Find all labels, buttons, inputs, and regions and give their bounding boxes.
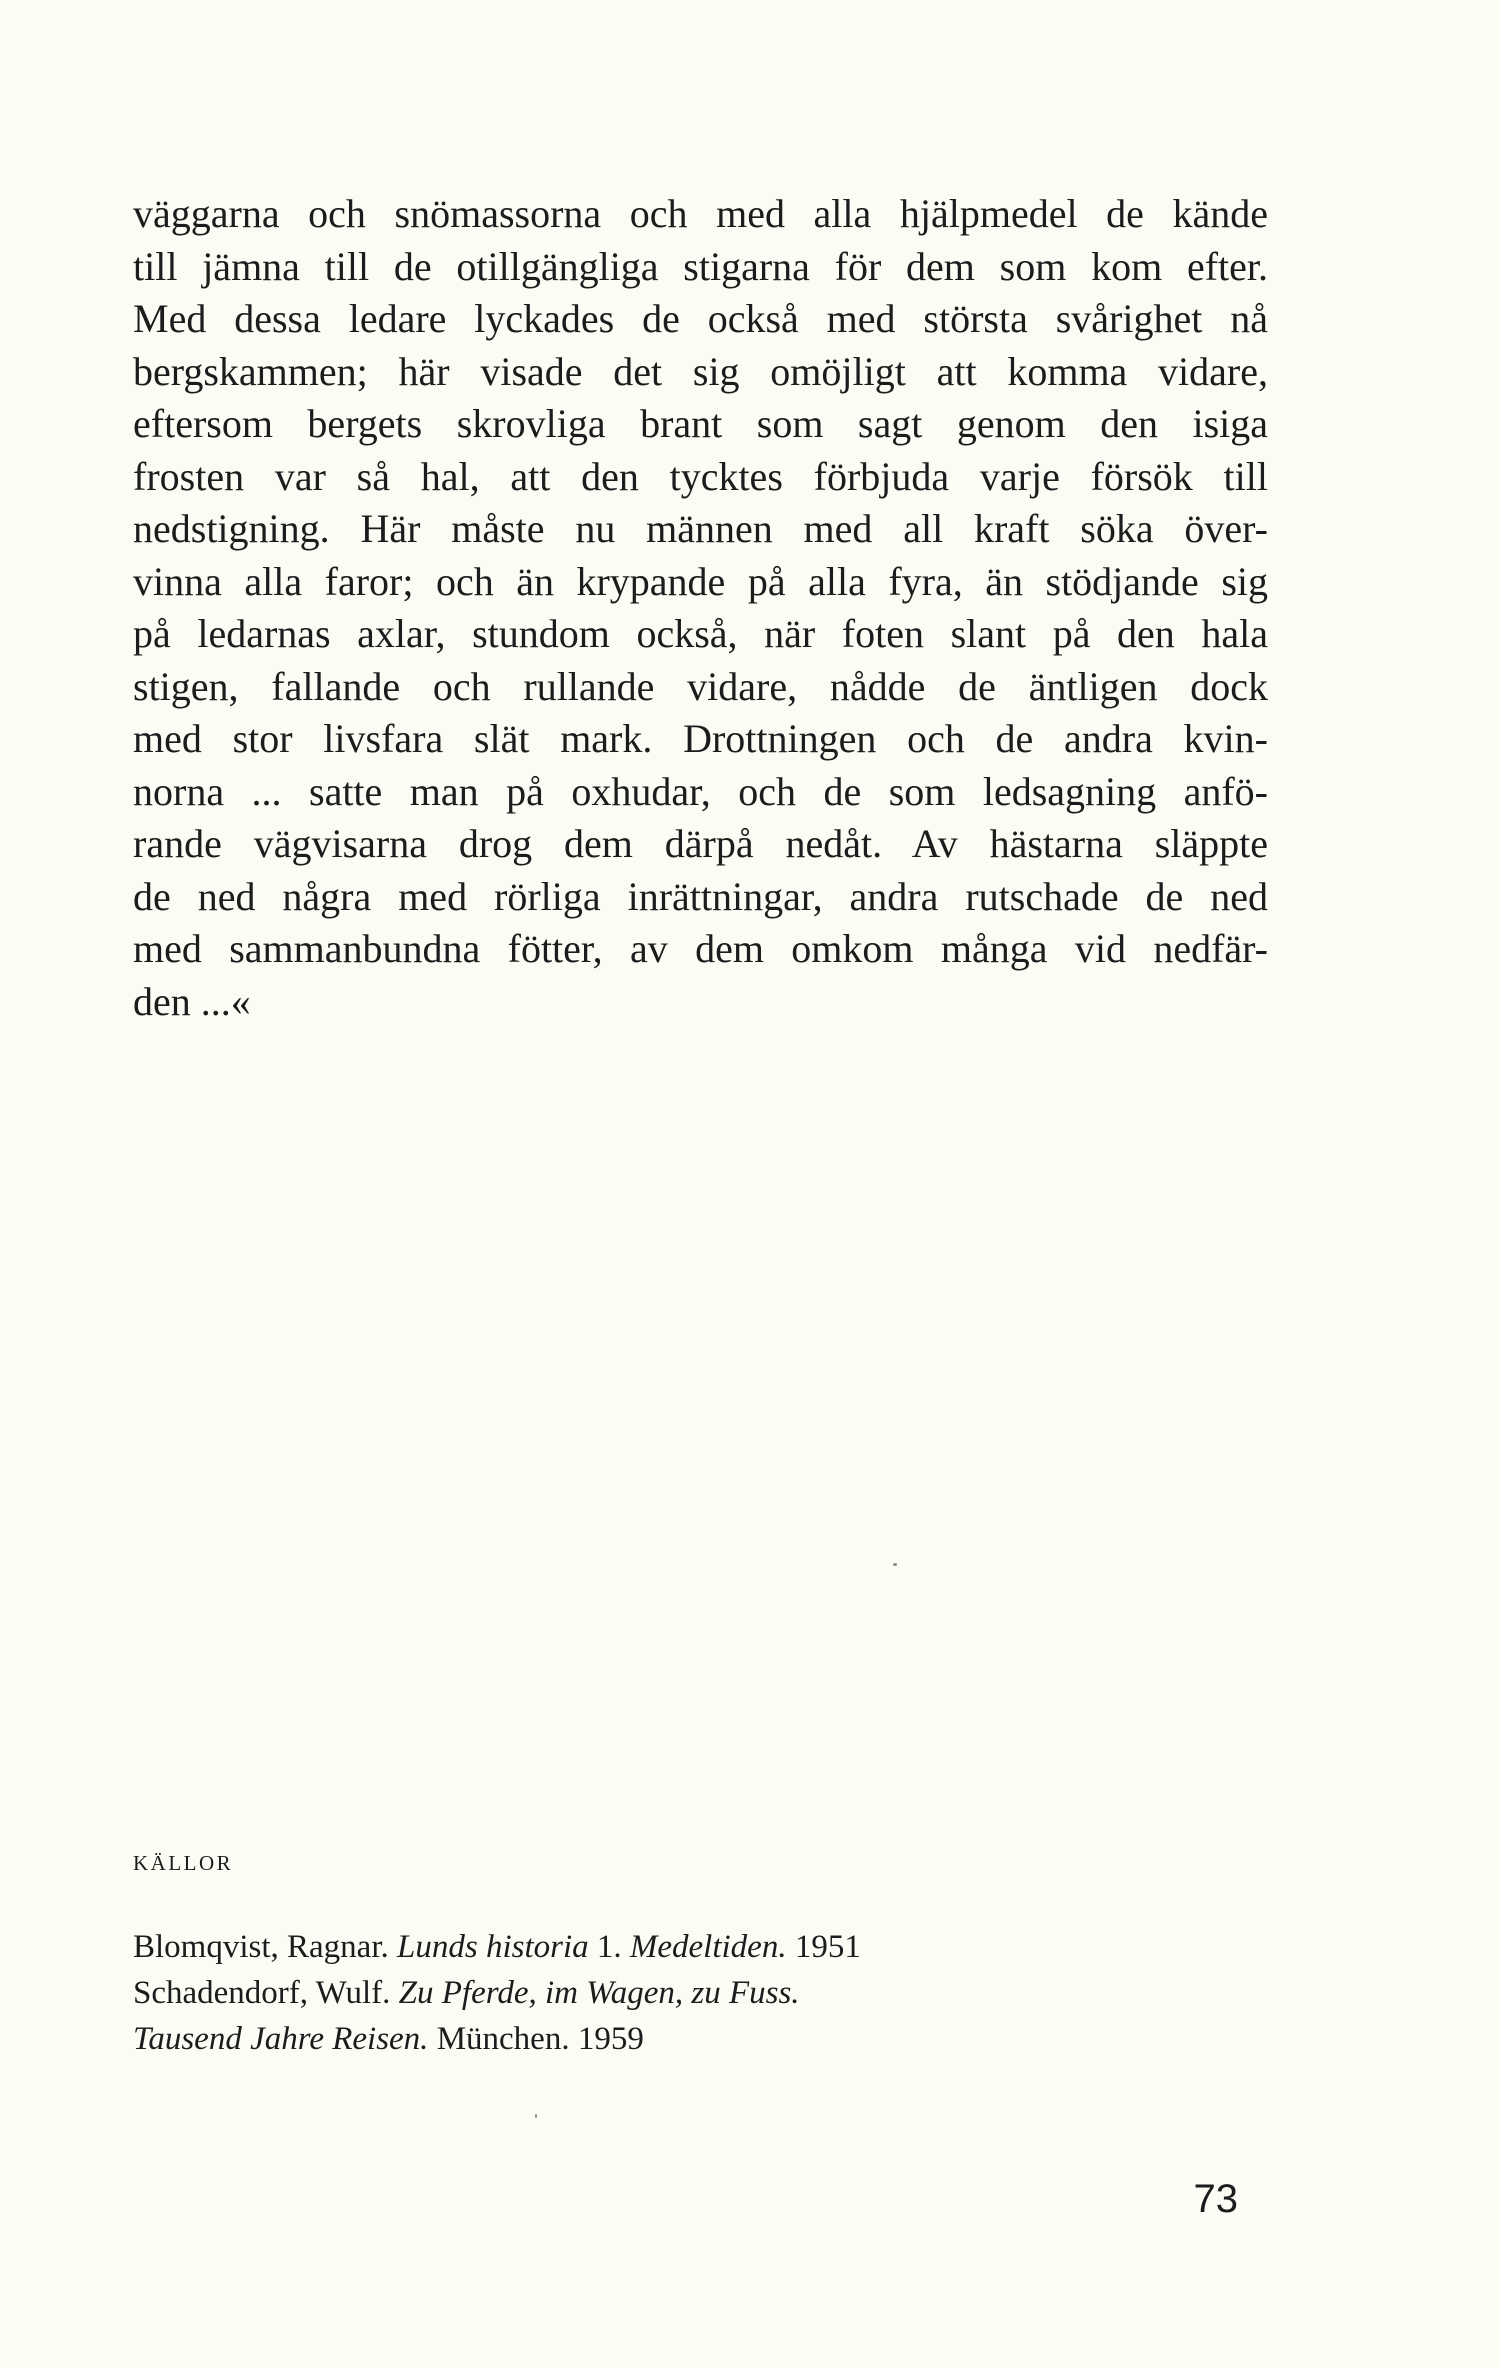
source-text-run: Blomqvist, Ragnar. (133, 1929, 397, 1965)
source-title-run: Zu Pferde, im Wagen, zu Fuss. (398, 1975, 800, 2011)
source-entry (133, 1970, 861, 2062)
body-line: väggarna och snömassorna och med alla hjälpmedel de kände (133, 191, 1268, 236)
body-line: på ledarnas axlar, stundom också, när foten slant på den hala (133, 611, 1268, 656)
source-text-run: 1. (588, 1929, 630, 1965)
body-text (133, 188, 1268, 1028)
source-text-run: München. 1959 (428, 2021, 644, 2057)
sources-list (133, 1924, 861, 2062)
source-line (133, 2016, 861, 2062)
body-line: eftersom bergets skrovliga brant som sagt genom den isiga (133, 401, 1268, 446)
body-line: till jämna till de otillgängliga stigarna för dem som kom efter. (133, 243, 1268, 289)
source-title-run: Medeltiden. (629, 1929, 787, 1965)
body-line: Med dessa ledare lyckades de också med största svårighet nå (133, 296, 1268, 341)
body-line: stigen, fallande och rullande vidare, nådde de äntligen dock (133, 663, 1268, 709)
source-title-run: Tausend Jahre Reisen. (133, 2021, 429, 2057)
source-text-run: Schadendorf, Wulf. (133, 1975, 399, 2011)
body-line: frosten var så hal, att den tycktes förbjuda varje försök till (133, 453, 1268, 499)
body-line: nedstigning. Här måste nu männen med all kraft söka över- (133, 506, 1268, 551)
page-number: 73 (1193, 2177, 1238, 2221)
source-entry (133, 1924, 861, 1970)
sources-heading: KÄLLOR (133, 1851, 234, 1875)
body-line: med sammanbundna fötter, av dem omkom många vid nedfär- (133, 926, 1268, 971)
body-line: de ned några med rörliga inrättningar, andra rutschade de ned (133, 873, 1268, 919)
source-title-run: Lunds historia (397, 1929, 589, 1965)
body-line: den ...« (133, 978, 251, 1024)
body-line: bergskammen; här visade det sig omöjligt att komma vidare, (133, 348, 1268, 394)
scan-speck (535, 2114, 537, 2118)
source-line (133, 1924, 861, 1970)
body-line: vinna alla faror; och än krypande på alla fyra, än stödjande sig (133, 558, 1268, 604)
source-line (133, 1970, 861, 2016)
body-line: norna ... satte man på oxhudar, och de som ledsagning anfö- (133, 768, 1268, 814)
body-line: med stor livsfara slät mark. Drottningen och de andra kvin- (133, 716, 1268, 761)
source-text-run: 1951 (786, 1929, 861, 1965)
body-line: rande vägvisarna drog dem därpå nedåt. Av hästarna släppte (133, 821, 1268, 866)
scan-speck (893, 1563, 897, 1566)
